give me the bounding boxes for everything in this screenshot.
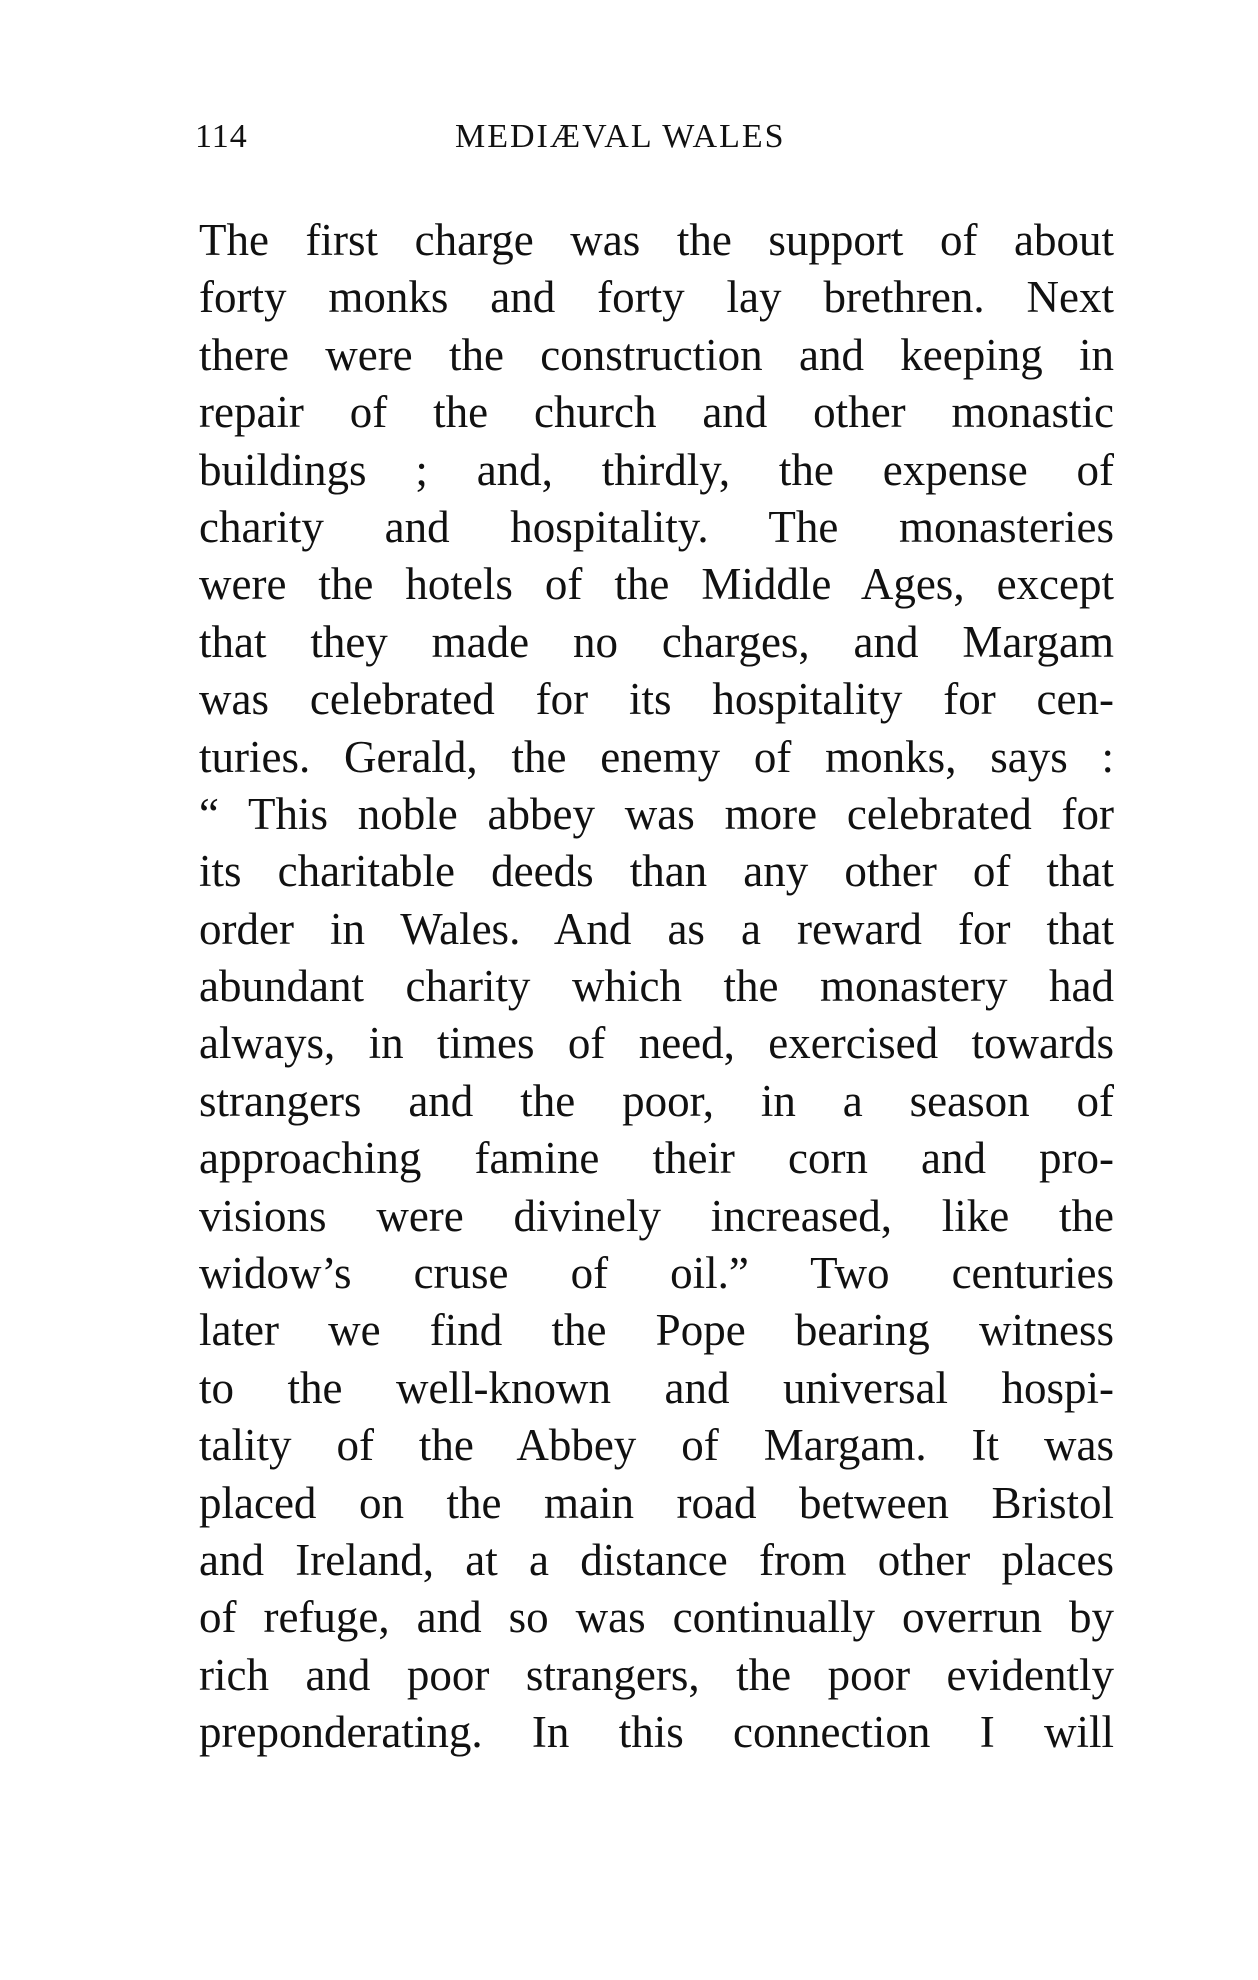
text-line: “ This noble abbey was more celebrated for	[199, 788, 1114, 839]
text-line: order in Wales. And as a reward for that	[199, 903, 1114, 954]
text-line: turies. Gerald, the enemy of monks, says :	[199, 731, 1114, 782]
text-line: forty monks and forty lay brethren. Next	[199, 272, 1114, 323]
text-line: tality of the Abbey of Margam. It was	[199, 1420, 1114, 1471]
text-line: charity and hospitality. The monasteries	[199, 501, 1114, 552]
running-head	[195, 118, 1110, 168]
text-line: repair of the church and other monastic	[199, 387, 1114, 438]
text-line: and Ireland, at a distance from other places	[199, 1534, 1114, 1585]
text-line: was celebrated for its hospitality for cen-	[199, 674, 1114, 725]
text-line: The first charge was the support of about	[199, 215, 1114, 265]
text-line: there were the construction and keeping in	[199, 329, 1114, 380]
text-line: widow’s cruse of oil.” Two centuries	[199, 1248, 1114, 1299]
text-line: always, in times of need, exercised towards	[199, 1018, 1114, 1069]
page-number: 114	[195, 118, 248, 155]
text-line: were the hotels of the Middle Ages, except	[199, 559, 1114, 610]
text-line: buildings ; and, thirdly, the expense of	[199, 444, 1114, 495]
text-line: that they made no charges, and Margam	[199, 616, 1114, 667]
text-line: preponderating. In this connection I will	[199, 1707, 1114, 1758]
text-line: its charitable deeds than any other of that	[199, 846, 1114, 897]
body-text	[199, 212, 1114, 1762]
text-line: rich and poor strangers, the poor evidently	[199, 1649, 1114, 1700]
text-line: approaching famine their corn and pro-	[199, 1133, 1114, 1184]
text-line: abundant charity which the monastery had	[199, 961, 1114, 1012]
running-title: MEDIÆVAL WALES	[455, 118, 786, 155]
text-line: visions were divinely increased, like the	[199, 1190, 1114, 1241]
text-line: later we find the Pope bearing witness	[199, 1305, 1114, 1356]
text-line: of refuge, and so was continually overrun by	[199, 1592, 1114, 1643]
text-line: placed on the main road between Bristol	[199, 1477, 1114, 1528]
text-line: strangers and the poor, in a season of	[199, 1075, 1114, 1126]
text-line: to the well-known and universal hospi-	[199, 1362, 1114, 1413]
